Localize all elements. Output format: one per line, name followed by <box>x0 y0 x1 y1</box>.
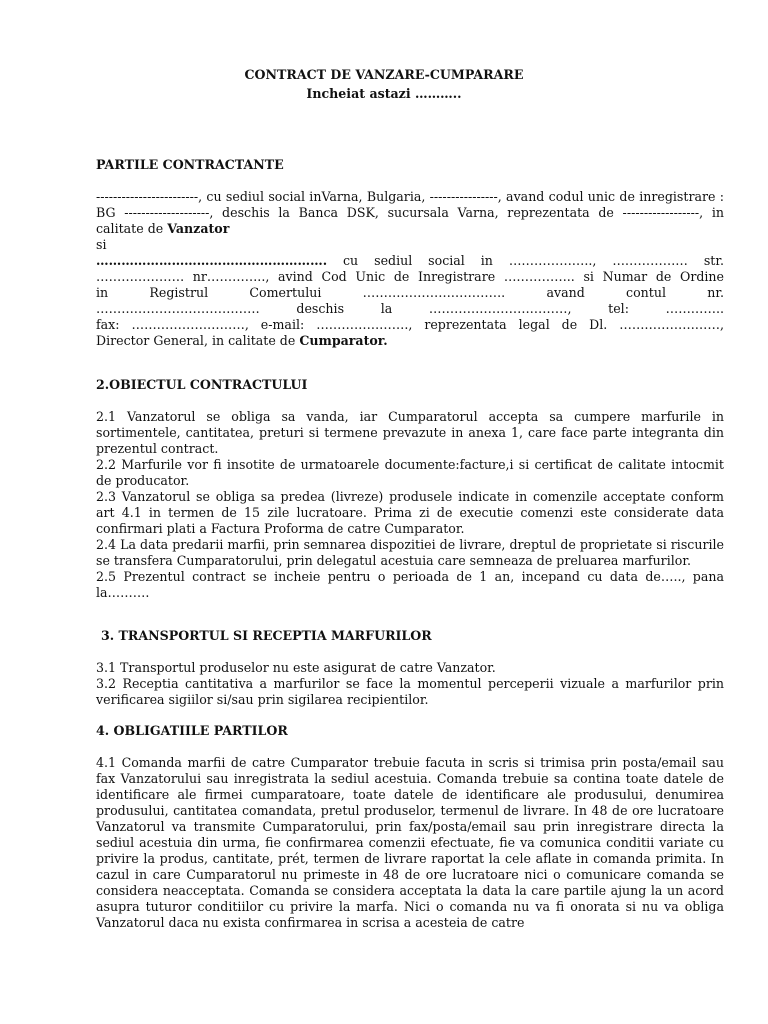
buyer-line-1 <box>96 253 724 269</box>
clause-2-3: 2.3 Vanzatorul se obliga sa predea (livreze) produsele indicate in comenzile acceptate conform art 4.1 in termen de 15 zile lucratoare. Prima zi de executie comenzi este considerate data confirmari plati a Factura Proforma de catre Cumparator. <box>96 489 724 536</box>
seller-text: ------------------------, cu sediul social inVarna, Bulgaria, ----------------, avand codul unic de inregistrare : BG --------------------, deschis la Banca DSK, sucursala Varna, reprezentata de ------------------, in calitate de <box>96 189 724 236</box>
clause-3-2: 3.2 Receptia cantitativa a marfurilor se face la momentul perceperii vizuale a marfurilor prin verificarea sigiilor si/sau prin sigilarea recipientilor. <box>96 676 724 707</box>
clause-4-1: 4.1 Comanda marfii de catre Cumparator trebuie facuta in scris si trimisa prin posta/email sau fax Vanzatorului sau inregistrata la sediul acestuia. Comanda trebuie sa contina toate datele de identificare ale firmei cumparatoare, toate datele de identificare ale produsului, denumirea produsului, cantitatea comandata, pretul produselor, termenul de livrare. In 48 de ore lucratoare Vanzatorul va transmite Cumparatorului, prin fax/posta/email sau prin inregistrare directa la sediul acestuia din urma, fie confirmarea comenzii efectuate, fie va comunica conditii variate cu privire la produs, cantitate, prét, termen de livrare raportat la cele aflate in comanda primita. In cazul in care Cumparatorul nu primeste in 48 de ore lucratoare nici o comunicare comanda se considera neacceptata. Comanda se considera acceptata la data la care partile ajung la un acord asupra tuturor conditiilor cu privire la marfa. Nici o comanda nu va fi onorata si nu va obliga Vanzatorul daca nu exista confirmarea in scrisa a acesteia de catre <box>96 755 724 930</box>
section-3-heading: 3. TRANSPORTUL SI RECEPTIA MARFURILOR <box>101 628 432 643</box>
buyer-line-6 <box>96 333 724 349</box>
document-title: CONTRACT DE VANZARE-CUMPARARE <box>244 67 524 82</box>
section-2-heading: 2.OBIECTUL CONTRACTULUI <box>96 377 308 392</box>
buyer-line-3: in Registrul Comertului ……………………………. avand contul nr. <box>96 285 724 300</box>
document-subtitle: Incheiat astazi ……….. <box>306 86 462 101</box>
buyer-role: Cumparator. <box>299 333 388 348</box>
buyer-line-1-rest: cu sediul social in ……………….., ……………… str. <box>327 253 724 268</box>
clause-2-5: 2.5 Prezentul contract se incheie pentru o perioada de 1 an, incepand cu data de….., pana la………. <box>96 569 724 600</box>
section-3-paragraphs <box>96 660 724 708</box>
and-word: si <box>96 237 107 252</box>
clause-2-1: 2.1 Vanzatorul se obliga sa vanda, iar Cumparatorul accepta sa cumpere marfurile in sortimentele, cantitatea, preturi si termene prevazute in anexa 1, care face parte integranta din prezentul contract. <box>96 409 724 456</box>
section-4-heading: 4. OBLIGATIILE PARTILOR <box>96 723 288 738</box>
buyer-name-dots: ………………………………………………. <box>96 253 328 268</box>
seller-role: Vanzator <box>167 221 230 236</box>
buyer-line-5: fax: ………………………, e-mail: …………………., reprezentata legal de Dl. ……………………, <box>96 317 724 332</box>
clause-2-2: 2.2 Marfurile vor fi insotite de urmatoarele documente:facture,i si certificat de calitate intocmit de producator. <box>96 457 724 488</box>
buyer-line-6-text: Director General, in calitate de <box>96 333 300 348</box>
clause-2-4: 2.4 La data predarii marfii, prin semnarea dispozitiei de livrare, dreptul de proprietate si riscurile se transfera Cumparatorului, prin delegatul acestuia care semneaza de preluarea marfurilor. <box>96 537 724 568</box>
clause-3-1: 3.1 Transportul produselor nu este asigurat de catre Vanzator. <box>96 660 496 675</box>
buyer-line-4: ………………………………… deschis la ……………………………, tel: ………….. <box>96 301 724 316</box>
buyer-line-2: ………………… nr………….., avind Cod Unic de Inregistrare …………….. si Numar de Ordine <box>96 269 724 284</box>
parties-heading: PARTILE CONTRACTANTE <box>96 157 284 172</box>
seller-paragraph <box>96 189 724 237</box>
section-2-paragraphs <box>96 409 724 601</box>
